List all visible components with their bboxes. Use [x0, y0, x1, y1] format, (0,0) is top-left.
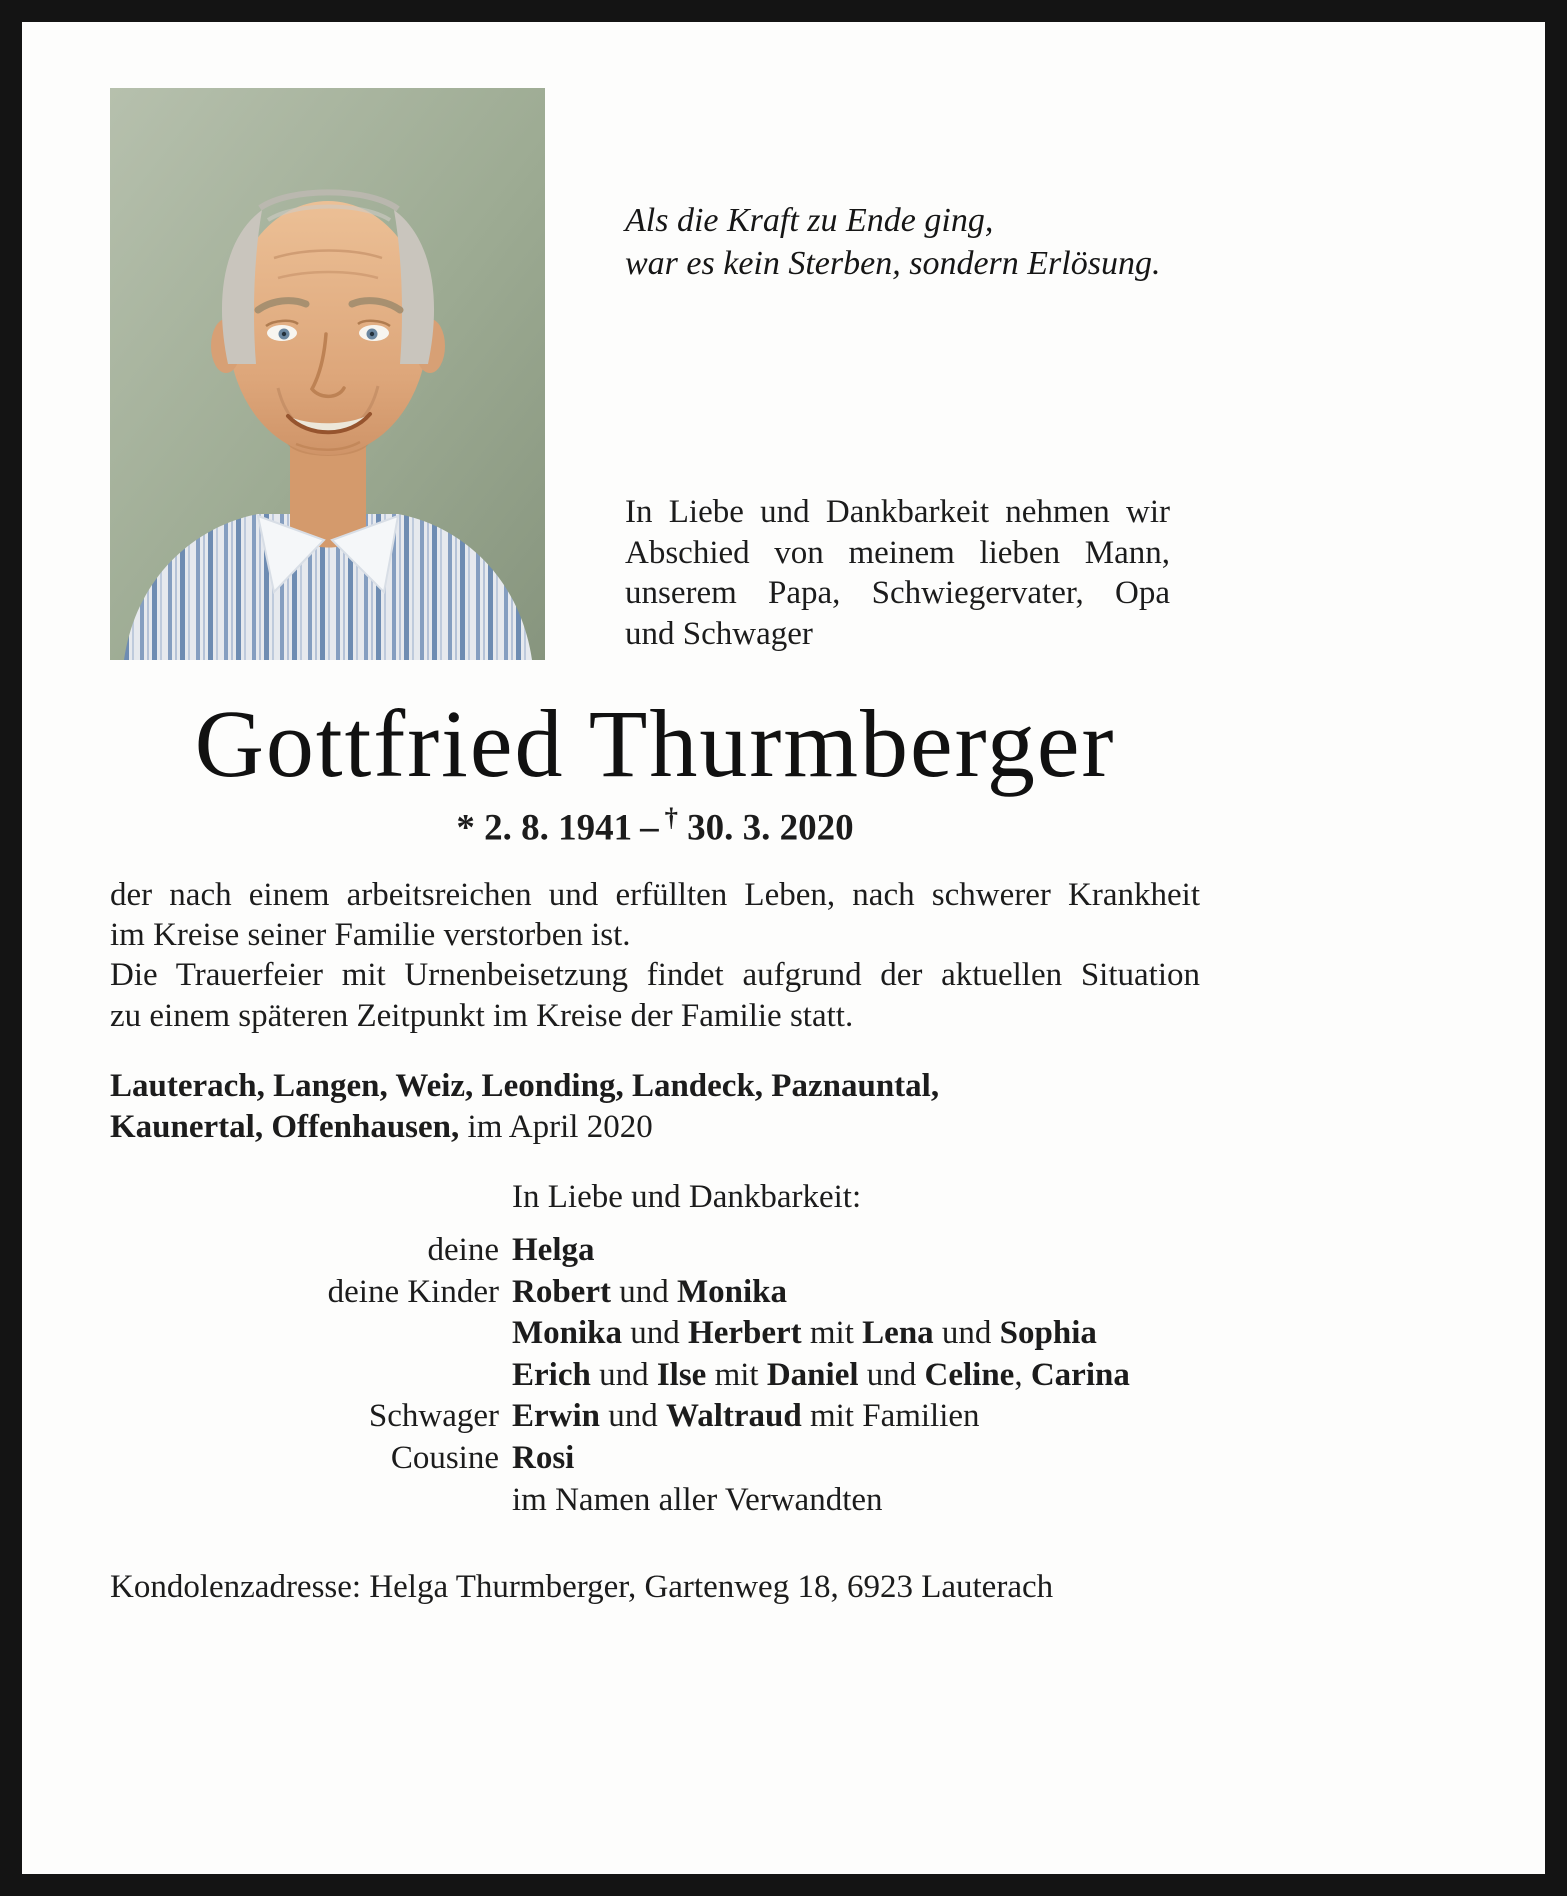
family-connector-text: mit: [801, 1315, 863, 1352]
memorial-quote: [625, 200, 1170, 286]
places-date: im April 2020: [467, 1109, 653, 1146]
family-row: [110, 1355, 1545, 1397]
places-line: [110, 1066, 1200, 1149]
family-names: [512, 1315, 1545, 1353]
quote-line-2: war es kein Sterben, sondern Erlösung.: [625, 244, 1161, 282]
intro-text: [625, 492, 1170, 656]
family-member-name: Sophia: [999, 1315, 1097, 1352]
intro-line-3: unserem Papa, Schwiegervater, Opa: [625, 575, 1170, 612]
family-member-name: Monika: [512, 1315, 623, 1352]
family-member-name: Celine: [924, 1356, 1015, 1393]
family-connector-text: und: [858, 1356, 925, 1393]
family-row: [110, 1480, 1545, 1522]
family-role: Schwager: [368, 1398, 499, 1435]
life-dates: [110, 802, 1200, 849]
family-member-name: Carina: [1030, 1356, 1130, 1393]
family-member-name: Herbert: [688, 1315, 802, 1352]
body-line-1: der nach einem arbeitsreichen und erfüllten Leben, nach schwerer Krankheit: [110, 876, 1200, 913]
birth-date: * 2. 8. 1941: [456, 806, 633, 848]
family-row: [110, 1438, 1545, 1480]
family-row: [110, 1272, 1545, 1314]
dates-separator: –: [640, 806, 659, 848]
family-role: [110, 1357, 512, 1395]
family-member-name: Ilse: [656, 1356, 707, 1393]
family-names: [512, 1357, 1545, 1395]
body-line-2: im Kreise seiner Familie verstorben ist.: [110, 917, 631, 954]
family-role: deine Kinder: [327, 1273, 499, 1310]
intro-line-1: In Liebe und Dankbarkeit nehmen wir: [625, 493, 1170, 530]
family-row: [110, 1396, 1545, 1438]
intro-line-2: Abschied von meinem lieben Mann,: [625, 534, 1170, 571]
family-role: [110, 1482, 512, 1520]
family-names: [512, 1440, 1545, 1478]
family-list: [110, 1230, 1545, 1521]
family-connector-text: und: [590, 1356, 657, 1393]
quote-line-1: Als die Kraft zu Ende ging,: [625, 202, 994, 239]
body-line-3: Die Trauerfeier mit Urnenbeisetzung findet aufgrund der aktuellen Situation: [110, 957, 1200, 994]
family-member-name: Lena: [862, 1315, 934, 1352]
family-member-name: Daniel: [766, 1356, 859, 1393]
family-names: [512, 1274, 1545, 1312]
family-role: [110, 1315, 512, 1353]
places-line-2-bold: Kaunertal, Offenhausen,: [110, 1109, 460, 1146]
family-names: [512, 1482, 1545, 1520]
places-line-2: [110, 1107, 1200, 1149]
family-row: [110, 1230, 1545, 1272]
family-connector-text: mit: [706, 1356, 767, 1393]
family-connector-text: im Namen aller Verwandten: [512, 1481, 883, 1518]
family-connector-text: und: [622, 1315, 689, 1352]
family-names: [512, 1398, 1545, 1436]
family-connector-text: und: [933, 1315, 1000, 1352]
places-line-1: Lauterach, Langen, Weiz, Leonding, Landeck, Paznauntal,: [110, 1067, 940, 1104]
family-role: deine: [427, 1232, 499, 1268]
family-connector-text: und: [600, 1398, 667, 1435]
deceased-name: Gottfried Thurmberger: [194, 690, 1116, 797]
family-member-name: Erich: [512, 1356, 591, 1393]
body-line-4: zu einem späteren Zeitpunkt im Kreise der Familie statt.: [110, 997, 854, 1034]
body-text: [110, 875, 1200, 1036]
portrait-photo: [110, 88, 545, 660]
family-member-name: Robert: [512, 1273, 611, 1310]
death-date: 30. 3. 2020: [687, 806, 854, 848]
family-member-name: Rosi: [512, 1440, 575, 1477]
family-names: [512, 1232, 1545, 1270]
family-member-name: Erwin: [512, 1398, 601, 1435]
intro-line-4: und Schwager: [625, 616, 813, 653]
cross-symbol: †: [664, 801, 678, 832]
condolence-line: Kondolenzadresse: Helga Thurmberger, Gartenweg 18, 6923 Lauterach: [110, 1569, 1054, 1606]
family-member-name: Monika: [676, 1273, 787, 1310]
family-connector-text: und: [610, 1273, 677, 1310]
portrait-illustration: [110, 88, 545, 660]
header-section: [110, 88, 1545, 660]
family-member-name: Waltraud: [666, 1398, 802, 1435]
family-connector-text: ,: [1014, 1356, 1031, 1393]
family-member-name: Helga: [512, 1232, 595, 1268]
family-role: Cousine: [390, 1440, 499, 1477]
family-row: [110, 1313, 1545, 1355]
closing-line: In Liebe und Dankbarkeit:: [512, 1179, 862, 1215]
family-connector-text: mit Familien: [801, 1398, 980, 1435]
header-text-column: [625, 88, 1170, 660]
obituary-card: [22, 22, 1545, 1874]
